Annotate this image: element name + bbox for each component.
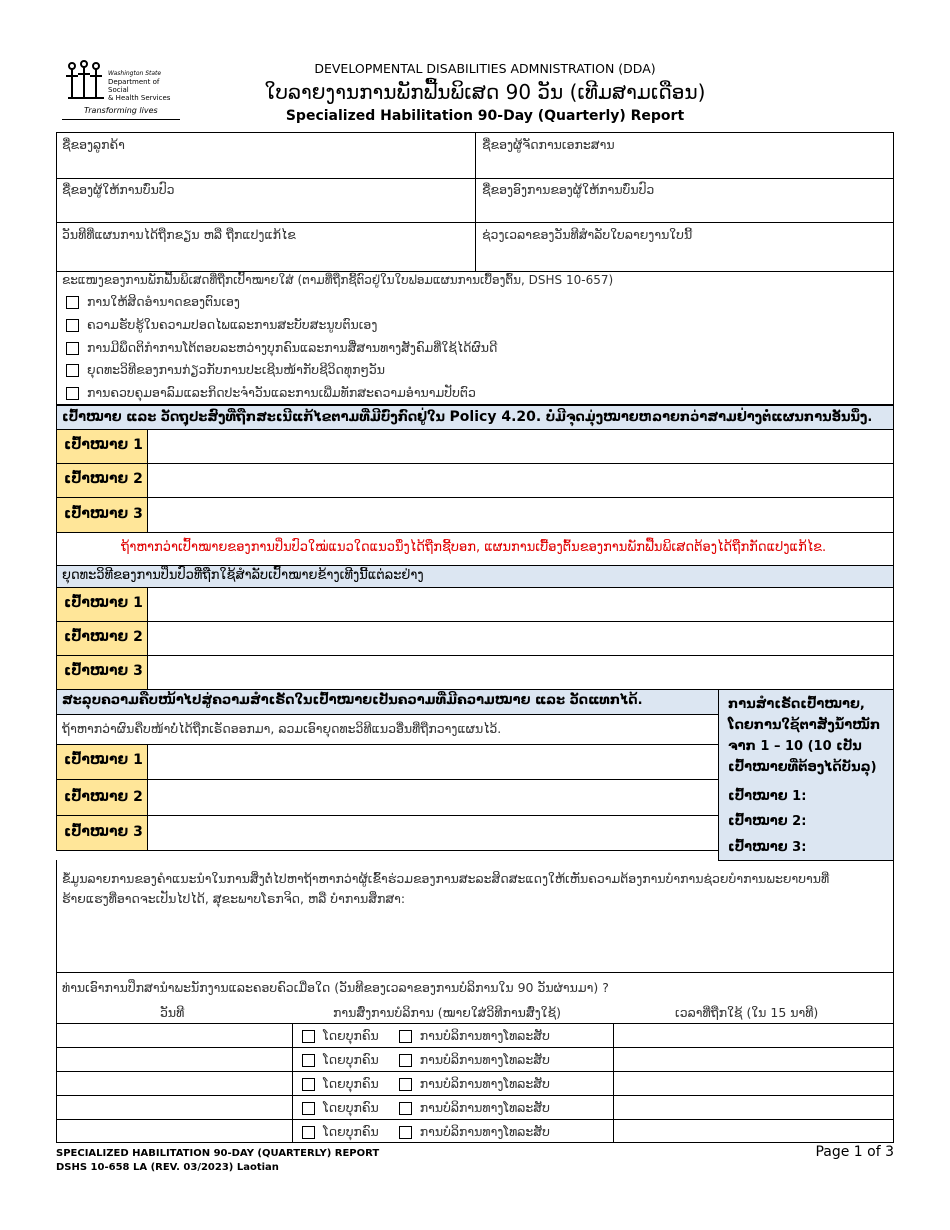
goals-section-title: ເປົ້າໝາຍ ແລະ ວັດຖຸປະສົງທີ່ຖືກສະເນີແກ້ໄຂຕາມທີ່ມີບົ່ງກົດຢູ່ໃນ Policy 4.20. ບໍ່ມີຈຸດມຸ່ງໝາຍຫລາຍກວ່າສາມຢ່າງຕໍ່ແຜນການອັນນຶ່ງ.: [62, 409, 873, 425]
dshs-logo: [62, 60, 180, 120]
score-instructions: ການສຳເຣັດເປົ້າໝາຍ, ໂດຍການໃຊ້ຕາສັງນ້ຳໜັກຈາກ 1 – 10 (10 ເປັນເປົ້າໝາຍທີ່ຕ້ອງໄດ້ບັນລຸ): [728, 697, 881, 775]
strategies-table: [56, 587, 894, 690]
consult-row-2-mode[interactable]: ໂດຍບຸກຄົນ ການບໍລິການທາງໂທລະສັບ: [302, 1052, 550, 1067]
area-checkbox-2[interactable]: [66, 319, 79, 332]
consult-row-5-mode[interactable]: ໂດຍບຸກຄົນ ການບໍລິການທາງໂທລະສັບ: [302, 1124, 550, 1139]
goal-1-label: ເປົ້າໝາຍ 1: [64, 437, 143, 453]
page-number: Page 1 of 3: [815, 1144, 894, 1160]
provider-name-field[interactable]: ຊື່ຂອງຜູ້ໃຫ້ການບົ່ນປົວ: [62, 182, 175, 197]
in-person-checkbox[interactable]: [302, 1078, 315, 1091]
progress-title: ສະລຸບຄວາມຄືບໜ້າໄປສູ່ຄວາມສຳເຣັດໃນເປົ້າໝາຍເປັນຄວາມທີ່ມີຄວາມໝາຍ ແລະ ວັດແທກໄດ້.: [62, 693, 643, 708]
footer-form-title: SPECIALIZED HABILITATION 90-DAY (QUARTERLY) REPORT: [56, 1148, 380, 1159]
area-item-3[interactable]: ການມີພຶດຕິກຳການໂຕ້ຕອບລະຫວ່າງບຸກຄົນແລະການສື່ສານທາງສັງຄົມທີ່ໃຊ້ໄດ້ຜົນດີ: [66, 340, 497, 355]
goal-3-label: ເປົ້າໝາຍ 3: [64, 506, 143, 522]
progress-table: [56, 744, 719, 851]
area-item-4[interactable]: ຍຸດທະວິທີຂອງການກ່ຽວກັບການປະເຊີນໜ້າກັບຊີວິດທຸກໆວັນ: [66, 362, 385, 377]
consult-row-1-mode[interactable]: ໂດຍບຸກຄົນ ການບໍລິການທາງໂທລະສັບ: [302, 1028, 550, 1043]
col-date-header: ວັນທີ: [160, 1005, 185, 1020]
logo-health: & Health Services: [108, 94, 171, 102]
area-item-5[interactable]: ການຄວບຄຸມອາລົມແລະກິດປະຈຳວັນແລະການເພີ່ມທັກສະຄວາມອຳນາມປັບຕົວ: [66, 385, 476, 400]
logo-state: Washington State: [108, 70, 162, 77]
area-checkbox-5[interactable]: [66, 387, 79, 400]
strategy-goal-3-label: ເປົ້າໝາຍ 3: [64, 663, 143, 679]
col-time-header: ເວລາທີ່ຖືກໃຊ້ (ໃນ 15 ນາທີ): [675, 1005, 819, 1020]
progress-goal-2-label: ເປົ້າໝາຍ 2: [64, 789, 143, 805]
strategy-goal-2-label: ເປົ້າໝາຍ 2: [64, 629, 143, 645]
strategy-goal-1-label: ເປົ້າໝາຍ 1: [64, 595, 143, 611]
area-checkbox-3[interactable]: [66, 342, 79, 355]
phone-checkbox[interactable]: [399, 1054, 412, 1067]
recommendations-text: ຂໍ້ມູນລາຍການຂອງຄຳແນະນຳໃນການສິ່ງຕໍ່ໄປຫາຖ້າຫາກວ່າຜູ້ເຂົ້າຮ່ວມຂອງການສະລະສິດສະແດງໃຫ້ເຫັນຄວາມຕ້ອງການບຳການຊ່ວຍບຳການພະຍາບານທີ່ຮ້າຍແຮງທີ່ອາດຈະເປັນໄປໄດ້, ສຸຂະພາບໂຣກຈິດ, ຫລື ບຳການສຶກສາ:: [62, 871, 830, 906]
col-mode-header: ການສົ່ງການບໍລິການ (ໝາຍໃສ່ວິທີການສົ່ງໃຊ້): [333, 1005, 562, 1020]
consult-row-4-mode[interactable]: ໂດຍບຸກຄົນ ການບໍລິການທາງໂທລະສັບ: [302, 1100, 550, 1115]
plan-date-field[interactable]: ວັນທີທີ່ແຜນການໄດ້ຖືກຂຽນ ຫລື ຖືກແປງແກ້ໄຂ: [62, 227, 296, 242]
in-person-checkbox[interactable]: [302, 1126, 315, 1139]
phone-checkbox[interactable]: [399, 1126, 412, 1139]
area-item-2[interactable]: ຄວາມຮັບຮູ້ໃນຄວາມປອດໄພແລະການສະບັບສະນູບຕົນເອງ: [66, 317, 377, 332]
in-person-checkbox[interactable]: [302, 1102, 315, 1115]
logo-tagline: Transforming lives: [84, 106, 158, 115]
consult-row-3-mode[interactable]: ໂດຍບຸກຄົນ ການບໍລິການທາງໂທລະສັບ: [302, 1076, 550, 1091]
title-english: Specialized Habilitation 90-Day (Quarterly) Report: [285, 108, 685, 124]
area-item-1[interactable]: ການໃຫ້ສິດອຳນາດຂອງຕົນເອງ: [66, 294, 240, 309]
report-period-field[interactable]: ຊ່ວງເວລາຂອງວັນທີສຳລັບໃບລາຍງານໃບນີ້: [482, 227, 693, 242]
title-lao: ໃບລາຍງານການພັກຟື້ນພິເສດ 90 ວັນ (ເທີມສາມເດືອນ): [264, 80, 706, 104]
agency-heading: DEVELOPMENTAL DISABILITIES ADMNISTRATION (DDA): [314, 61, 656, 76]
phone-checkbox[interactable]: [399, 1030, 412, 1043]
phone-checkbox[interactable]: [399, 1102, 412, 1115]
area-checkbox-4[interactable]: [66, 364, 79, 377]
consultation-question: ທ່ານເອົາການປຶກສານຳພະນັກງານແລະຄອບຄົວເມື່ອໃດ (ວັນທີຂອງເວລາຂອງການບໍລິການໃນ 90 ວັນຜ່ານມາ) ?: [62, 980, 609, 995]
score-goal-2[interactable]: ເປົ້າໝາຍ 2:: [728, 814, 807, 829]
area-checkbox-1[interactable]: [66, 296, 79, 309]
client-name-field[interactable]: ຊື່ຂອງລູກຄ້າ: [62, 137, 125, 152]
score-goal-1[interactable]: ເປົ້າໝາຍ 1:: [728, 789, 807, 804]
goals-table: [56, 429, 894, 533]
strategies-title: ຍຸດທະວິທີຂອງການປິ່ນປົວທີ່ຖືກໃຊ້ສຳລັບເປົ້າໝາຍຂ້າງເທີງນີ້ແຕ່ລະຢ່າງ: [62, 568, 424, 583]
progress-goal-1-label: ເປົ້າໝາຍ 1: [64, 752, 143, 768]
revision-notice: ຖ້າຫາກວ່າເປົ້າໝາຍຂອງການປິ່ນປົວໃໝ່ແນວໃດແນວນຶ່ງໄດ້ຖືກຊີ້ບອກ, ແຜນການເບື້ອງຕົ້ນຂອງການພັກຟື້ນພິເສດຕ້ອງໄດ້ຖືກກັດແປງແກ້ໄຂ.: [121, 540, 827, 555]
in-person-checkbox[interactable]: [302, 1030, 315, 1043]
provider-agency-field[interactable]: ຊື່ຂອງອົງການຂອງຜູ້ໃຫ້ການບົ່ນປົວ: [482, 182, 655, 197]
progress-note: ຖ້າຫາກວ່າຜົນຄືບໜ້າບໍ່ໄດ້ຖືກເຣັດອອກມາ, ລວມເອົາຍຸດທະວິທີແນວອື່ນທີ່ຖືກວາງແຜນໄວ້.: [62, 721, 502, 736]
logo-dept: Department of Social: [108, 78, 160, 94]
dshs-figures-icon: [64, 60, 108, 104]
footer-form-number: DSHS 10-658 LA (REV. 03/2023) Laotian: [56, 1162, 279, 1173]
areas-intro: ຂະແໜງຂອງການພັກຟື້ນພິເສດທີ່ຖືກເປົ້າໝາຍໃສ່ (ຕາມທີ່ຖືກຊີ້ຕົວຢູ່ໃນໃບຟອມແຜນການເບື້ອງຕົ້ນ, DSHS 10-657): [62, 273, 614, 287]
progress-goal-3-label: ເປົ້າໝາຍ 3: [64, 824, 143, 840]
phone-checkbox[interactable]: [399, 1078, 412, 1091]
score-goal-3[interactable]: ເປົ້າໝາຍ 3:: [728, 840, 807, 855]
in-person-checkbox[interactable]: [302, 1054, 315, 1067]
logo-underline: [62, 119, 180, 120]
goal-2-label: ເປົ້າໝາຍ 2: [64, 471, 143, 487]
case-manager-field[interactable]: ຊື່ຂອງຜູ້ຈັດການເອກະສານ: [482, 137, 615, 152]
